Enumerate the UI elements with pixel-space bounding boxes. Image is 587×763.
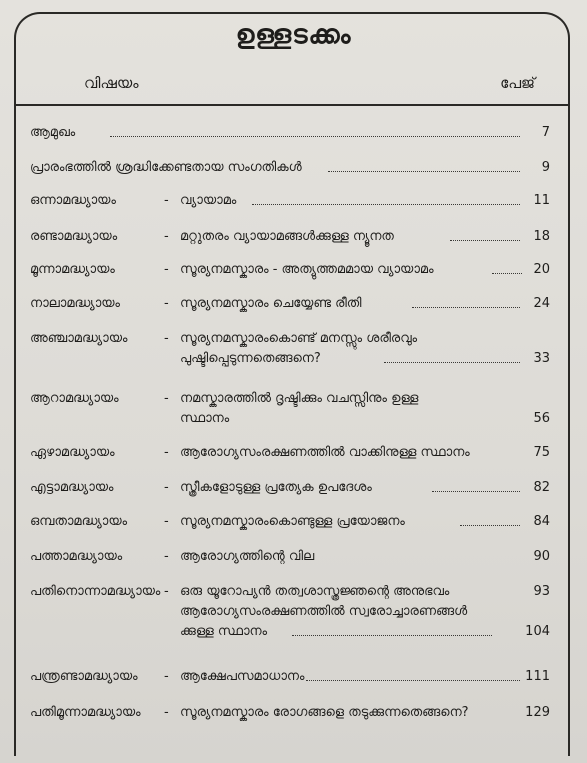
- toc-topic: ആരോഗ്യത്തിന്റെ വില: [180, 549, 315, 564]
- toc-topic: മറ്റുതരം വ്യായാമങ്ങൾക്കുള്ള ന്യൂനത: [180, 229, 394, 244]
- toc-page: 24: [533, 296, 550, 311]
- leader-dots: [412, 307, 520, 308]
- toc-page: 56: [533, 411, 550, 426]
- toc-chapter: മൂന്നാമദ്ധ്യായം: [30, 262, 115, 277]
- toc-topic: സൂര്യനമസ്കാരം - അത്യുത്തമമായ വ്യായാമം: [180, 262, 434, 277]
- toc-topic: വ്യായാമം: [180, 193, 237, 208]
- toc-chapter: പത്താമദ്ധ്യായം: [30, 549, 123, 564]
- toc-page: 129: [525, 705, 550, 720]
- page-frame: [14, 12, 570, 756]
- toc-page: 18: [533, 229, 550, 244]
- header-subject: വിഷയം: [84, 74, 139, 92]
- toc-page: 75: [533, 445, 550, 460]
- toc-page: 11: [533, 193, 550, 208]
- toc-chapter: അഞ്ചാമദ്ധ്യായം: [30, 331, 128, 346]
- toc-chapter: പ്രാരംഭത്തിൽ ശ്രദ്ധിക്കേണ്ടതായ സംഗതികൾ: [30, 160, 302, 175]
- toc-topic-continued: സ്ഥാനം: [180, 411, 230, 426]
- toc-page: 9: [541, 160, 550, 175]
- toc-chapter: നാലാമദ്ധ്യായം: [30, 296, 120, 311]
- header-divider: [14, 104, 570, 106]
- leader-dots: [252, 204, 520, 205]
- toc-chapter: രണ്ടാമദ്ധ്യായം: [30, 229, 118, 244]
- leader-dots: [450, 240, 520, 241]
- toc-page: 104: [525, 624, 550, 639]
- toc-chapter: ആമുഖം: [30, 125, 76, 140]
- toc-page: 33: [533, 351, 550, 366]
- toc-page: 7: [541, 125, 550, 140]
- toc-topic: സൂര്യനമസ്കാരം രോഗങ്ങളെ തടുക്കുന്നതെങ്ങനെ?: [180, 705, 469, 720]
- leader-dots: [432, 491, 520, 492]
- leader-dots: [306, 680, 520, 681]
- leader-dots: [110, 136, 520, 137]
- toc-chapter: പതിനൊന്നാമദ്ധ്യായം: [30, 584, 161, 599]
- toc-topic: സൂര്യനമസ്കാരംകൊണ്ടുള്ള പ്രയോജനം: [180, 514, 405, 529]
- leader-dots: [292, 635, 492, 636]
- toc-chapter: ഏഴാമദ്ധ്യായം: [30, 445, 115, 460]
- toc-page: 90: [533, 549, 550, 564]
- toc-chapter: എട്ടാമദ്ധ്യായം: [30, 480, 114, 495]
- toc-page: 20: [533, 262, 550, 277]
- toc-topic: സ്ത്രീകളോടുള്ള പ്രത്യേക ഉപദേശം: [180, 480, 372, 495]
- toc-chapter: പതിമൂന്നാമദ്ധ്യായം: [30, 705, 141, 720]
- leader-dots: [460, 525, 520, 526]
- leader-dots: [328, 171, 520, 172]
- toc-topic: നമസ്കാരത്തിൽ ദൃഷ്ടിക്കും വചസ്സിനും ഉള്ള: [180, 391, 419, 406]
- header-page: പേജ്: [500, 74, 535, 92]
- column-header: [0, 72, 587, 100]
- toc-chapter: പന്ത്രണ്ടാമദ്ധ്യായം: [30, 669, 138, 684]
- toc-topic: സൂര്യനമസ്കാരം ചെയ്യേണ്ട രീതി: [180, 296, 362, 311]
- toc-topic-continued: പുഷ്ടിപ്പെടുന്നതെങ്ങനെ?: [180, 351, 321, 366]
- toc-page: 84: [533, 514, 550, 529]
- leader-dots: [492, 273, 522, 274]
- toc-topic: സൂര്യനമസ്കാരംകൊണ്ട് മനസ്സും ശരീരവും: [180, 331, 418, 346]
- leader-dots: [384, 362, 520, 363]
- toc-topic: ഒരു യൂറോപ്യൻ തത്വശാസ്ത്രജ്ഞന്റെ അനുഭവം: [180, 584, 450, 599]
- toc-page: 111: [525, 669, 550, 684]
- toc-topic: ആക്ഷേപസമാധാനം: [180, 669, 305, 684]
- toc-topic-continued: ആരോഗ്യസംരക്ഷണത്തിൽ സ്വരോച്ചാരണങ്ങൾ: [180, 604, 468, 619]
- toc-chapter: ഒമ്പതാമദ്ധ്യായം: [30, 514, 128, 529]
- toc-chapter: ആറാമദ്ധ്യായം: [30, 391, 119, 406]
- toc-chapter: ഒന്നാമദ്ധ്യായം: [30, 193, 116, 208]
- toc-topic: ആരോഗ്യസംരക്ഷണത്തിൽ വാക്കിനുള്ള സ്ഥാനം: [180, 445, 470, 460]
- page-title: ഉള്ളടക്കം: [235, 20, 352, 50]
- toc-page: 93: [533, 584, 550, 599]
- toc-topic-continued: ക്കുള്ള സ്ഥാനം: [180, 624, 268, 639]
- toc-page: 82: [533, 480, 550, 495]
